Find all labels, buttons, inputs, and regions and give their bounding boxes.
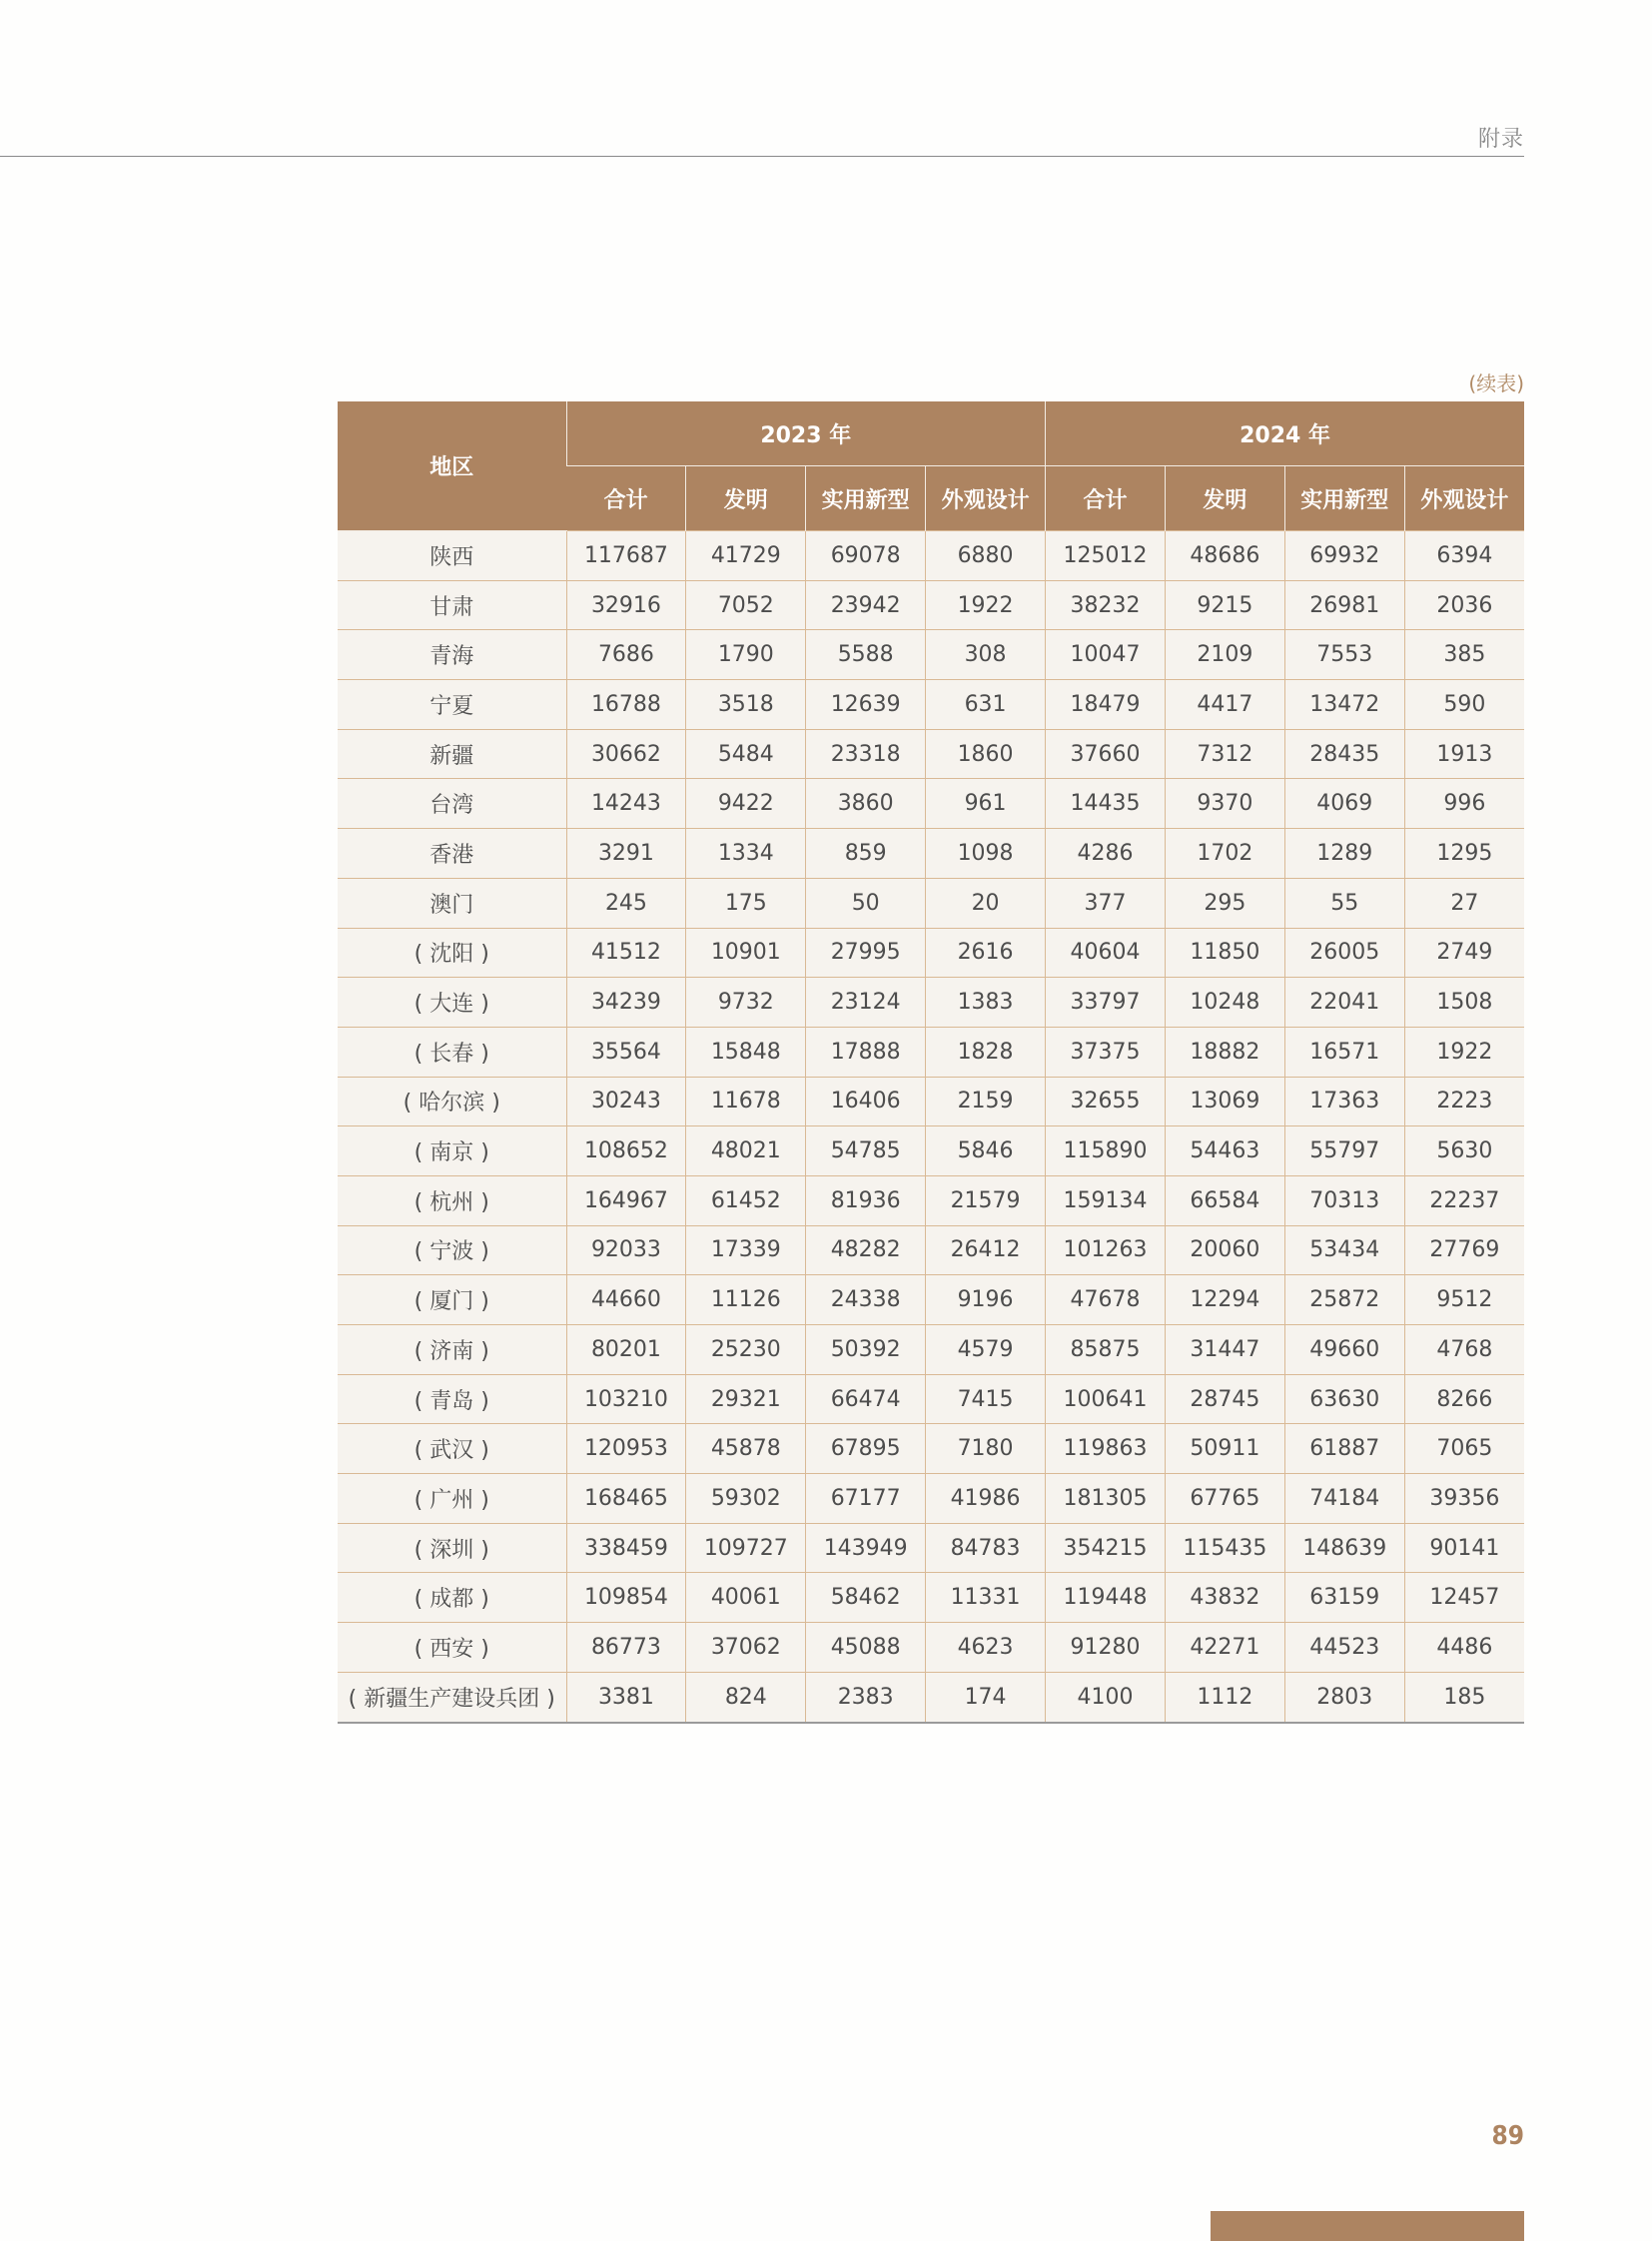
- value-cell: 1383: [926, 978, 1046, 1028]
- value-cell: 7052: [686, 580, 806, 630]
- value-cell: 39356: [1404, 1474, 1524, 1524]
- value-cell: 20: [926, 878, 1046, 928]
- region-column-header: 地区: [338, 401, 566, 531]
- table-row: [338, 878, 1524, 928]
- value-cell: 175: [686, 878, 806, 928]
- region-cell: 香港: [338, 829, 566, 879]
- value-cell: 11850: [1165, 928, 1284, 978]
- value-cell: 10248: [1165, 978, 1284, 1028]
- column-header: 发明: [686, 466, 806, 531]
- value-cell: 67765: [1165, 1474, 1284, 1524]
- value-cell: 3381: [566, 1672, 686, 1722]
- value-cell: 41512: [566, 928, 686, 978]
- value-cell: 33797: [1046, 978, 1166, 1028]
- value-cell: 22041: [1284, 978, 1404, 1028]
- value-cell: 1913: [1404, 729, 1524, 779]
- value-cell: 47678: [1046, 1275, 1166, 1325]
- value-cell: 24338: [806, 1275, 926, 1325]
- value-cell: 18479: [1046, 680, 1166, 730]
- value-cell: 11678: [686, 1077, 806, 1126]
- value-cell: 159134: [1046, 1175, 1166, 1225]
- value-cell: 115435: [1165, 1523, 1284, 1573]
- value-cell: 92033: [566, 1225, 686, 1275]
- value-cell: 7312: [1165, 729, 1284, 779]
- column-header: 发明: [1165, 466, 1284, 531]
- value-cell: 14243: [566, 779, 686, 829]
- value-cell: 63159: [1284, 1573, 1404, 1623]
- value-cell: 49660: [1284, 1325, 1404, 1375]
- value-cell: 377: [1046, 878, 1166, 928]
- value-cell: 2383: [806, 1672, 926, 1722]
- value-cell: 9196: [926, 1275, 1046, 1325]
- region-cell: ( 南京 ): [338, 1126, 566, 1176]
- region-cell: ( 宁波 ): [338, 1225, 566, 1275]
- value-cell: 6394: [1404, 531, 1524, 581]
- region-cell: ( 长春 ): [338, 1027, 566, 1077]
- value-cell: 23318: [806, 729, 926, 779]
- value-cell: 7686: [566, 630, 686, 680]
- value-cell: 16406: [806, 1077, 926, 1126]
- value-cell: 859: [806, 829, 926, 879]
- value-cell: 5846: [926, 1126, 1046, 1176]
- value-cell: 7180: [926, 1424, 1046, 1474]
- value-cell: 4623: [926, 1623, 1046, 1673]
- region-cell: 台湾: [338, 779, 566, 829]
- table-row: [338, 1175, 1524, 1225]
- value-cell: 66584: [1165, 1175, 1284, 1225]
- value-cell: 143949: [806, 1523, 926, 1573]
- region-cell: 新疆: [338, 729, 566, 779]
- table-row: [338, 1027, 1524, 1077]
- value-cell: 1112: [1165, 1672, 1284, 1722]
- value-cell: 1098: [926, 829, 1046, 879]
- value-cell: 70313: [1284, 1175, 1404, 1225]
- value-cell: 4579: [926, 1325, 1046, 1375]
- value-cell: 86773: [566, 1623, 686, 1673]
- value-cell: 69078: [806, 531, 926, 581]
- value-cell: 48021: [686, 1126, 806, 1176]
- value-cell: 117687: [566, 531, 686, 581]
- table-row: [338, 630, 1524, 680]
- value-cell: 385: [1404, 630, 1524, 680]
- value-cell: 9215: [1165, 580, 1284, 630]
- value-cell: 35564: [566, 1027, 686, 1077]
- value-cell: 85875: [1046, 1325, 1166, 1375]
- value-cell: 2036: [1404, 580, 1524, 630]
- value-cell: 9512: [1404, 1275, 1524, 1325]
- value-cell: 16788: [566, 680, 686, 730]
- value-cell: 27995: [806, 928, 926, 978]
- value-cell: 4417: [1165, 680, 1284, 730]
- column-header: 外观设计: [1404, 466, 1524, 531]
- region-cell: ( 青岛 ): [338, 1374, 566, 1424]
- value-cell: 2803: [1284, 1672, 1404, 1722]
- value-cell: 1289: [1284, 829, 1404, 879]
- table-row: [338, 1424, 1524, 1474]
- value-cell: 1860: [926, 729, 1046, 779]
- region-cell: 澳门: [338, 878, 566, 928]
- value-cell: 50392: [806, 1325, 926, 1375]
- region-cell: ( 武汉 ): [338, 1424, 566, 1474]
- value-cell: 28435: [1284, 729, 1404, 779]
- value-cell: 12457: [1404, 1573, 1524, 1623]
- value-cell: 30243: [566, 1077, 686, 1126]
- value-cell: 245: [566, 878, 686, 928]
- value-cell: 961: [926, 779, 1046, 829]
- value-cell: 84783: [926, 1523, 1046, 1573]
- value-cell: 295: [1165, 878, 1284, 928]
- table-row: [338, 928, 1524, 978]
- value-cell: 48282: [806, 1225, 926, 1275]
- value-cell: 25230: [686, 1325, 806, 1375]
- value-cell: 23942: [806, 580, 926, 630]
- column-header: 实用新型: [806, 466, 926, 531]
- value-cell: 185: [1404, 1672, 1524, 1722]
- header-rule: [0, 156, 1524, 157]
- value-cell: 4768: [1404, 1325, 1524, 1375]
- value-cell: 80201: [566, 1325, 686, 1375]
- column-header: 外观设计: [926, 466, 1046, 531]
- value-cell: 9370: [1165, 779, 1284, 829]
- table-body: [338, 531, 1524, 1723]
- value-cell: 26005: [1284, 928, 1404, 978]
- value-cell: 37062: [686, 1623, 806, 1673]
- value-cell: 1702: [1165, 829, 1284, 879]
- table-row: [338, 1077, 1524, 1126]
- value-cell: 50911: [1165, 1424, 1284, 1474]
- value-cell: 1508: [1404, 978, 1524, 1028]
- value-cell: 3518: [686, 680, 806, 730]
- column-header: 实用新型: [1284, 466, 1404, 531]
- value-cell: 9732: [686, 978, 806, 1028]
- value-cell: 338459: [566, 1523, 686, 1573]
- value-cell: 6880: [926, 531, 1046, 581]
- table-row: [338, 1474, 1524, 1524]
- footer-accent-bar: [1211, 2211, 1524, 2241]
- value-cell: 10047: [1046, 630, 1166, 680]
- value-cell: 69932: [1284, 531, 1404, 581]
- value-cell: 5484: [686, 729, 806, 779]
- value-cell: 21579: [926, 1175, 1046, 1225]
- value-cell: 109854: [566, 1573, 686, 1623]
- section-label: 附录: [1477, 127, 1524, 152]
- table-row: [338, 1672, 1524, 1722]
- table-header: [338, 401, 1524, 531]
- value-cell: 590: [1404, 680, 1524, 730]
- region-cell: ( 大连 ): [338, 978, 566, 1028]
- value-cell: 63630: [1284, 1374, 1404, 1424]
- value-cell: 1295: [1404, 829, 1524, 879]
- value-cell: 5588: [806, 630, 926, 680]
- value-cell: 17888: [806, 1027, 926, 1077]
- value-cell: 2749: [1404, 928, 1524, 978]
- value-cell: 996: [1404, 779, 1524, 829]
- value-cell: 109727: [686, 1523, 806, 1573]
- table-row: [338, 1374, 1524, 1424]
- value-cell: 148639: [1284, 1523, 1404, 1573]
- table-row: [338, 1275, 1524, 1325]
- value-cell: 55: [1284, 878, 1404, 928]
- region-cell: 陕西: [338, 531, 566, 581]
- value-cell: 45878: [686, 1424, 806, 1474]
- value-cell: 1922: [1404, 1027, 1524, 1077]
- value-cell: 631: [926, 680, 1046, 730]
- value-cell: 53434: [1284, 1225, 1404, 1275]
- region-cell: 甘肃: [338, 580, 566, 630]
- value-cell: 164967: [566, 1175, 686, 1225]
- region-cell: ( 沈阳 ): [338, 928, 566, 978]
- value-cell: 40604: [1046, 928, 1166, 978]
- value-cell: 11126: [686, 1275, 806, 1325]
- value-cell: 29321: [686, 1374, 806, 1424]
- value-cell: 13472: [1284, 680, 1404, 730]
- value-cell: 2223: [1404, 1077, 1524, 1126]
- value-cell: 41986: [926, 1474, 1046, 1524]
- value-cell: 43832: [1165, 1573, 1284, 1623]
- value-cell: 66474: [806, 1374, 926, 1424]
- value-cell: 17339: [686, 1225, 806, 1275]
- value-cell: 5630: [1404, 1126, 1524, 1176]
- value-cell: 100641: [1046, 1374, 1166, 1424]
- value-cell: 55797: [1284, 1126, 1404, 1176]
- value-cell: 37660: [1046, 729, 1166, 779]
- value-cell: 59302: [686, 1474, 806, 1524]
- year-header-2024: 2024 年: [1046, 401, 1525, 466]
- value-cell: 30662: [566, 729, 686, 779]
- value-cell: 3291: [566, 829, 686, 879]
- region-cell: ( 济南 ): [338, 1325, 566, 1375]
- value-cell: 15848: [686, 1027, 806, 1077]
- region-cell: ( 深圳 ): [338, 1523, 566, 1573]
- header-year-row: [338, 401, 1524, 466]
- value-cell: 4486: [1404, 1623, 1524, 1673]
- table-row: [338, 1573, 1524, 1623]
- value-cell: 44523: [1284, 1623, 1404, 1673]
- value-cell: 61452: [686, 1175, 806, 1225]
- value-cell: 31447: [1165, 1325, 1284, 1375]
- table-row: [338, 978, 1524, 1028]
- value-cell: 40061: [686, 1573, 806, 1623]
- value-cell: 125012: [1046, 531, 1166, 581]
- value-cell: 103210: [566, 1374, 686, 1424]
- value-cell: 22237: [1404, 1175, 1524, 1225]
- value-cell: 54785: [806, 1126, 926, 1176]
- table-row: [338, 580, 1524, 630]
- region-cell: ( 西安 ): [338, 1623, 566, 1673]
- value-cell: 27: [1404, 878, 1524, 928]
- value-cell: 1922: [926, 580, 1046, 630]
- value-cell: 74184: [1284, 1474, 1404, 1524]
- value-cell: 11331: [926, 1573, 1046, 1623]
- patent-table-container: [338, 401, 1524, 1724]
- value-cell: 26981: [1284, 580, 1404, 630]
- region-cell: ( 厦门 ): [338, 1275, 566, 1325]
- value-cell: 308: [926, 630, 1046, 680]
- value-cell: 1828: [926, 1027, 1046, 1077]
- value-cell: 37375: [1046, 1027, 1166, 1077]
- value-cell: 120953: [566, 1424, 686, 1474]
- value-cell: 44660: [566, 1275, 686, 1325]
- value-cell: 41729: [686, 531, 806, 581]
- region-cell: ( 广州 ): [338, 1474, 566, 1524]
- table-row: [338, 680, 1524, 730]
- value-cell: 27769: [1404, 1225, 1524, 1275]
- value-cell: 91280: [1046, 1623, 1166, 1673]
- value-cell: 12294: [1165, 1275, 1284, 1325]
- table-row: [338, 1523, 1524, 1573]
- region-cell: ( 成都 ): [338, 1573, 566, 1623]
- value-cell: 7553: [1284, 630, 1404, 680]
- value-cell: 81936: [806, 1175, 926, 1225]
- value-cell: 174: [926, 1672, 1046, 1722]
- value-cell: 67895: [806, 1424, 926, 1474]
- value-cell: 3860: [806, 779, 926, 829]
- value-cell: 12639: [806, 680, 926, 730]
- value-cell: 67177: [806, 1474, 926, 1524]
- value-cell: 58462: [806, 1573, 926, 1623]
- value-cell: 101263: [1046, 1225, 1166, 1275]
- value-cell: 115890: [1046, 1126, 1166, 1176]
- table-row: [338, 1126, 1524, 1176]
- patent-table: [338, 401, 1524, 1724]
- value-cell: 38232: [1046, 580, 1166, 630]
- value-cell: 45088: [806, 1623, 926, 1673]
- table-row: [338, 829, 1524, 879]
- value-cell: 90141: [1404, 1523, 1524, 1573]
- value-cell: 4286: [1046, 829, 1166, 879]
- value-cell: 34239: [566, 978, 686, 1028]
- value-cell: 17363: [1284, 1077, 1404, 1126]
- value-cell: 54463: [1165, 1126, 1284, 1176]
- value-cell: 48686: [1165, 531, 1284, 581]
- continued-label: (续表): [1468, 372, 1524, 395]
- region-cell: ( 杭州 ): [338, 1175, 566, 1225]
- table-row: [338, 1325, 1524, 1375]
- value-cell: 10901: [686, 928, 806, 978]
- value-cell: 354215: [1046, 1523, 1166, 1573]
- table-row: [338, 729, 1524, 779]
- table-row: [338, 1623, 1524, 1673]
- value-cell: 32916: [566, 580, 686, 630]
- column-header: 合计: [566, 466, 686, 531]
- value-cell: 168465: [566, 1474, 686, 1524]
- value-cell: 1334: [686, 829, 806, 879]
- region-cell: ( 新疆生产建设兵团 ): [338, 1672, 566, 1722]
- column-header: 合计: [1046, 466, 1166, 531]
- value-cell: 20060: [1165, 1225, 1284, 1275]
- table-row: [338, 531, 1524, 581]
- table-row: [338, 779, 1524, 829]
- value-cell: 16571: [1284, 1027, 1404, 1077]
- page-number: 89: [1491, 2121, 1524, 2151]
- region-cell: ( 哈尔滨 ): [338, 1077, 566, 1126]
- value-cell: 42271: [1165, 1623, 1284, 1673]
- value-cell: 181305: [1046, 1474, 1166, 1524]
- value-cell: 824: [686, 1672, 806, 1722]
- value-cell: 2159: [926, 1077, 1046, 1126]
- region-cell: 青海: [338, 630, 566, 680]
- value-cell: 26412: [926, 1225, 1046, 1275]
- value-cell: 23124: [806, 978, 926, 1028]
- value-cell: 7415: [926, 1374, 1046, 1424]
- year-header-2023: 2023 年: [566, 401, 1046, 466]
- value-cell: 8266: [1404, 1374, 1524, 1424]
- value-cell: 61887: [1284, 1424, 1404, 1474]
- value-cell: 32655: [1046, 1077, 1166, 1126]
- value-cell: 4100: [1046, 1672, 1166, 1722]
- value-cell: 2109: [1165, 630, 1284, 680]
- table-row: [338, 1225, 1524, 1275]
- value-cell: 28745: [1165, 1374, 1284, 1424]
- value-cell: 14435: [1046, 779, 1166, 829]
- value-cell: 7065: [1404, 1424, 1524, 1474]
- value-cell: 2616: [926, 928, 1046, 978]
- value-cell: 119863: [1046, 1424, 1166, 1474]
- value-cell: 18882: [1165, 1027, 1284, 1077]
- region-cell: 宁夏: [338, 680, 566, 730]
- value-cell: 108652: [566, 1126, 686, 1176]
- value-cell: 119448: [1046, 1573, 1166, 1623]
- value-cell: 4069: [1284, 779, 1404, 829]
- value-cell: 50: [806, 878, 926, 928]
- value-cell: 13069: [1165, 1077, 1284, 1126]
- value-cell: 25872: [1284, 1275, 1404, 1325]
- value-cell: 1790: [686, 630, 806, 680]
- value-cell: 9422: [686, 779, 806, 829]
